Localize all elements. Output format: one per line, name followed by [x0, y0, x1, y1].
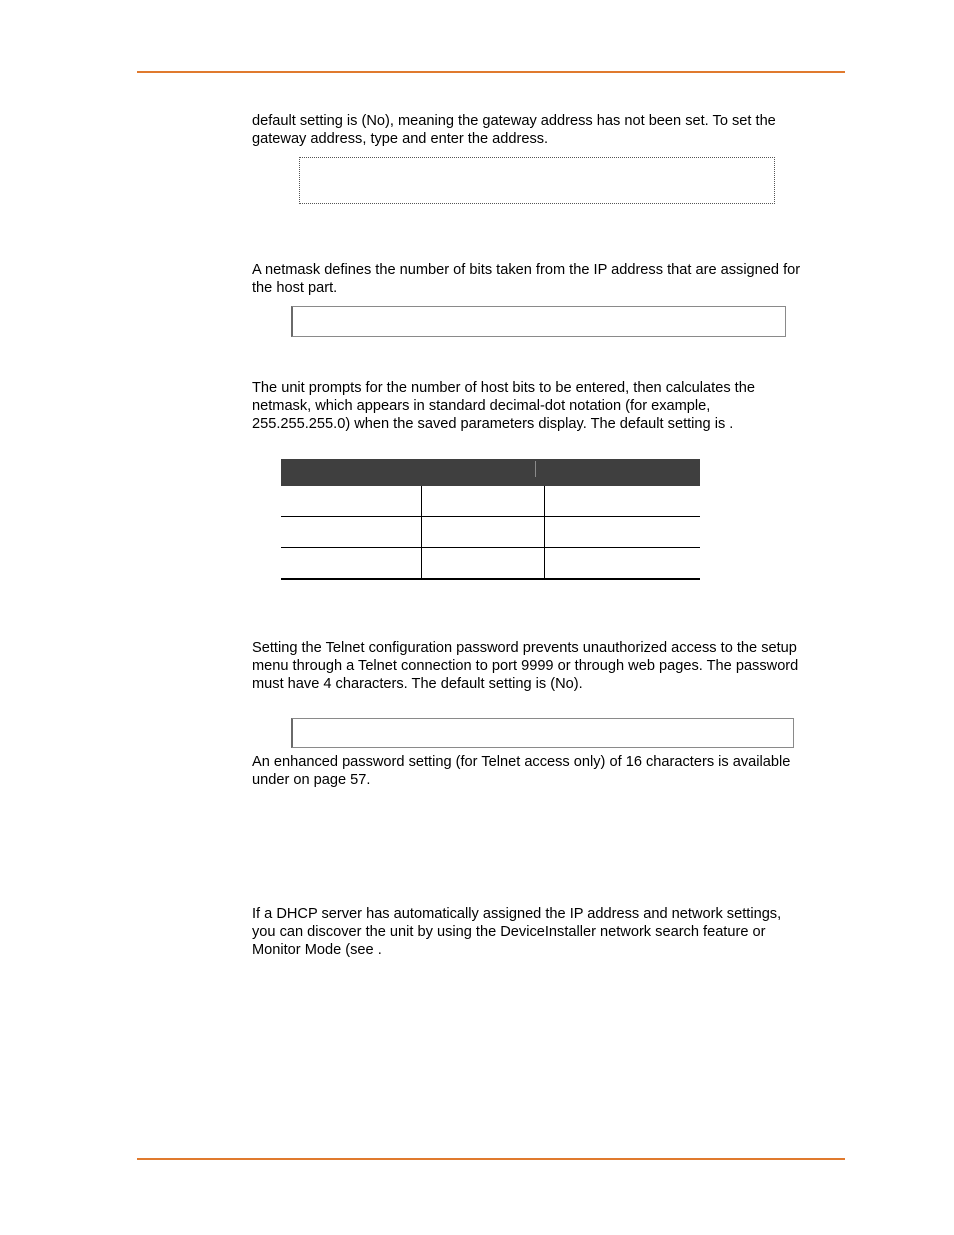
table-row — [281, 486, 700, 517]
table-row — [281, 517, 700, 548]
table-header-divider — [535, 461, 536, 477]
netmask-paragraph — [252, 261, 844, 297]
gateway-paragraph — [252, 112, 844, 148]
dhcp-line-1: If a DHCP server has automatically assigned the IP address and network settings, — [252, 906, 782, 922]
enhanced-line-1: An enhanced password setting (for Telnet access only) of 16 characters is available — [252, 754, 791, 770]
enhanced-line-2: under on page 57. — [252, 772, 371, 788]
hostbits-paragraph — [252, 379, 844, 433]
gateway-example-box — [299, 157, 775, 204]
table-cell — [544, 548, 701, 578]
table-row — [281, 548, 700, 580]
table-cell — [421, 486, 545, 516]
gateway-line-2: gateway address, type and enter the address. — [252, 131, 549, 147]
netmask-line-2: the host part. — [252, 280, 338, 296]
dhcp-line-3: Monitor Mode (see . — [252, 942, 382, 958]
gateway-line-1: default setting is (No), meaning the gateway address has not been set. To set the — [252, 113, 776, 129]
netmask-line-1: A netmask defines the number of bits taken from the IP address that are assigned for — [252, 262, 801, 278]
hostbits-line-1: The unit prompts for the number of host bits to be entered, then calculates the — [252, 380, 755, 396]
telnet-line-1: Setting the Telnet configuration password prevents unauthorized access to the setup — [252, 640, 797, 656]
footer-rule — [137, 1158, 845, 1160]
netmask-example-box — [291, 306, 786, 337]
netmask-table — [281, 459, 700, 580]
table-cell — [544, 517, 701, 547]
enhanced-password-paragraph — [252, 753, 844, 789]
table-cell — [421, 548, 545, 578]
table-cell — [281, 486, 421, 516]
dhcp-line-2: you can discover the unit by using the DeviceInstaller network search feature or — [252, 924, 766, 940]
table-cell — [421, 517, 545, 547]
table-header — [281, 459, 700, 486]
telnet-line-2: menu through a Telnet connection to port 9999 or through web pages. The password — [252, 658, 799, 674]
header-rule — [137, 71, 845, 73]
telnet-line-3: must have 4 characters. The default setting is (No). — [252, 676, 583, 692]
table-cell — [544, 486, 701, 516]
dhcp-paragraph — [252, 905, 844, 959]
table-cell — [281, 517, 421, 547]
telnet-example-box — [291, 718, 794, 748]
table-cell — [281, 548, 421, 578]
telnet-paragraph — [252, 639, 844, 693]
hostbits-line-3: 255.255.255.0) when the saved parameters display. The default setting is . — [252, 416, 734, 432]
hostbits-line-2: netmask, which appears in standard decimal-dot notation (for example, — [252, 398, 711, 414]
